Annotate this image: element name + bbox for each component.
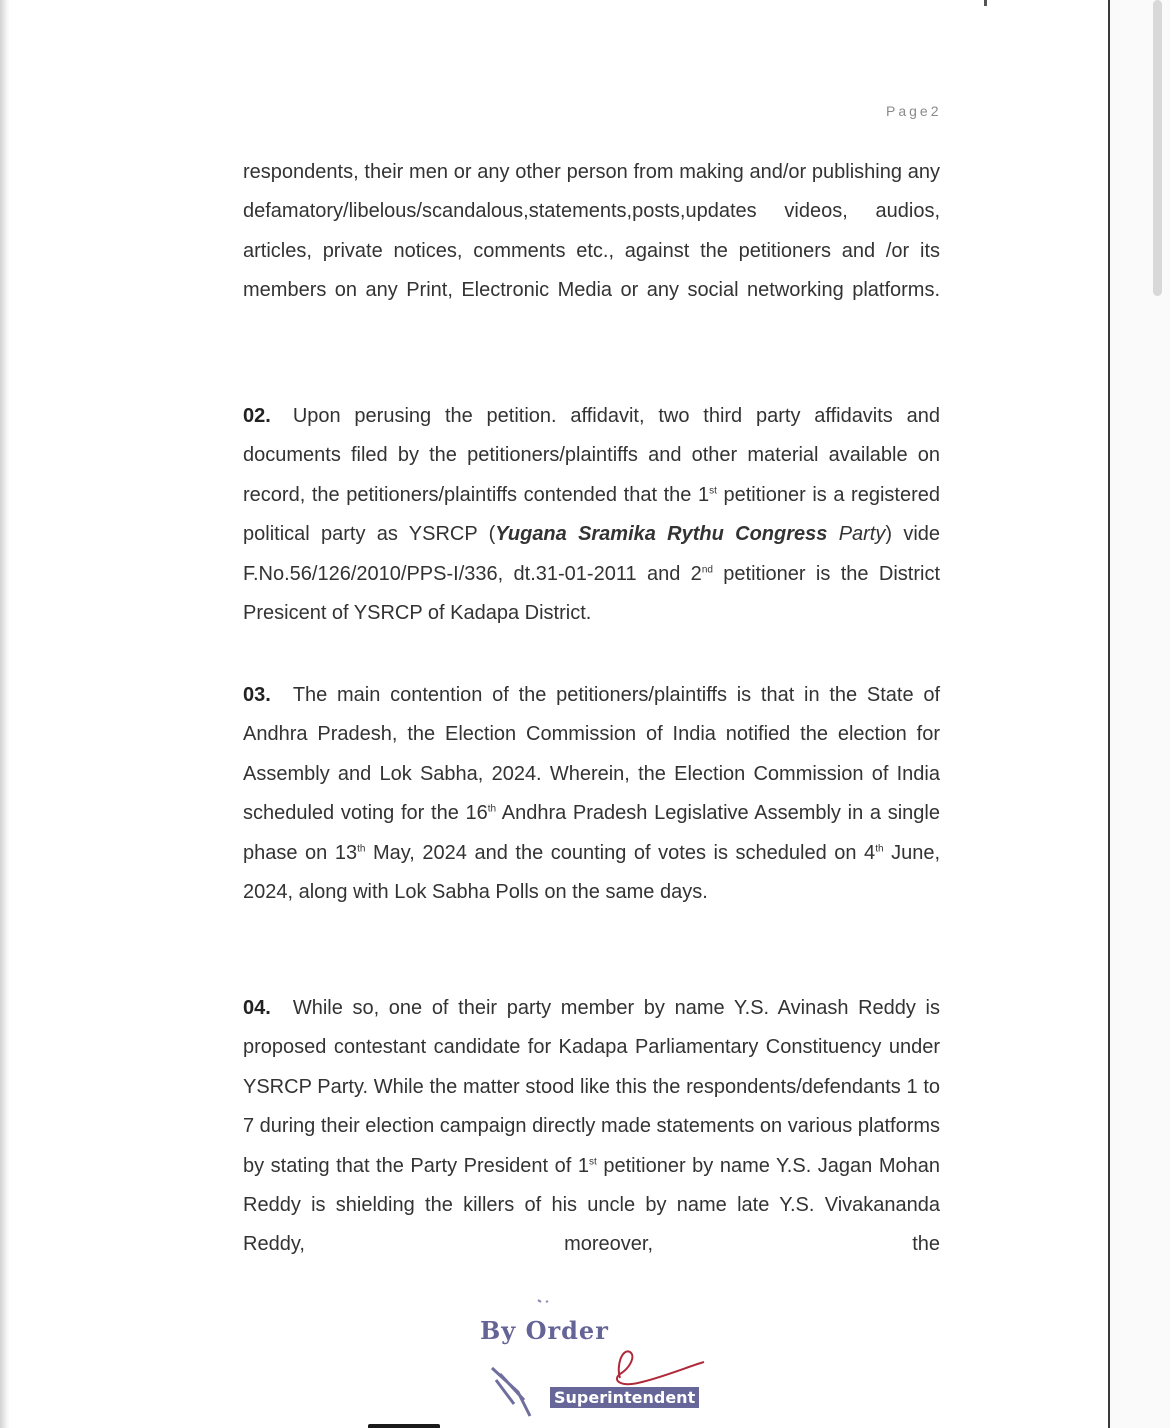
text-segment: While so, one of their party member by name Y.S. Avinash Reddy is proposed contestant candidate for Kadapa Parliamentary Constituency under YSRCP Party. While the matter stood like this the respondents/defendants 1 to 7 during their election campaign directly made statements on various platforms by stating that the Party President of 1 (243, 997, 941, 1177)
text-segment: petitioner is a registered political party as YSRCP ( (243, 483, 940, 546)
paragraph-03 (243, 676, 940, 912)
text-segment: petitioner is the District Presicent of YSRCP of Kadapa District. (243, 562, 940, 625)
text-segment: May, 2024 and the counting of votes is scheduled on 4 (365, 841, 876, 864)
text-segment: Upon perusing the petition. affidavit, two third party affidavits and documents filed by the petitioners/plaintiffs and other material available on record, the petitioners/plaintiffs contended that the 1 (243, 405, 940, 506)
vertical-scrollbar[interactable] (1153, 0, 1162, 296)
paragraph-04 (243, 989, 940, 1265)
scan-mark (984, 0, 987, 6)
ordinal-suffix: th (357, 842, 366, 854)
ordinal-suffix: st (709, 485, 717, 497)
ordinal-suffix: nd (701, 563, 713, 575)
text-segment (827, 523, 838, 545)
text-segment: Party (838, 523, 886, 546)
text-segment: respondents, their men or any other person from making and/or publishing any defamatory/libelous/scandalous,statements,posts,updates videos, audios, articles, private notices, comments etc., against the petitioners and /or its members on any Print, Electronic Media or any social networking platforms. (243, 161, 940, 302)
ordinal-suffix: th (487, 803, 497, 815)
paragraph-number: 02. (243, 405, 271, 427)
paragraph-number: 04. (243, 997, 271, 1019)
paragraph-continued (243, 153, 940, 311)
ordinal-suffix: st (589, 1155, 597, 1167)
text-segment: ) vide F.No.56/126/2010/PPS-I/336, dt.31-01-2011 and 2 (243, 523, 941, 585)
ordinal-suffix: th (875, 842, 884, 854)
page-left-shadow (0, 0, 10, 1428)
text-segment: June, 2024, along with Lok Sabha Polls on the same days. (243, 841, 941, 904)
text-segment: petitioner by name Y.S. Jagan Mohan Reddy is shielding the killers of his uncle by name late Y.S. Vivakananda Reddy, moreover, the (243, 1154, 940, 1256)
stamp-text-superintendent: Superintendent (550, 1387, 699, 1408)
text-segment: Yugana Sramika Rythu Congress (495, 523, 828, 546)
paragraph-number: 03. (243, 684, 271, 706)
official-stamp (470, 1296, 720, 1426)
page-right-edge (1108, 0, 1110, 1428)
text-segment: The main contention of the petitioners/plaintiffs is that in the State of Andhra Pradesh, the Election Commission of India notified the election for Assembly and Lok Sabha, 2024. Wherein, the Election Commission of India scheduled voting for the 16 (243, 684, 940, 825)
page-number-label: Page2 (886, 103, 942, 119)
scan-mark-bottom (368, 1424, 440, 1428)
paragraph-02 (243, 397, 940, 633)
stamp-text-by-order: By Order (480, 1316, 609, 1345)
text-segment: Andhra Pradesh Legislative Assembly in a single phase on 13 (243, 802, 940, 864)
